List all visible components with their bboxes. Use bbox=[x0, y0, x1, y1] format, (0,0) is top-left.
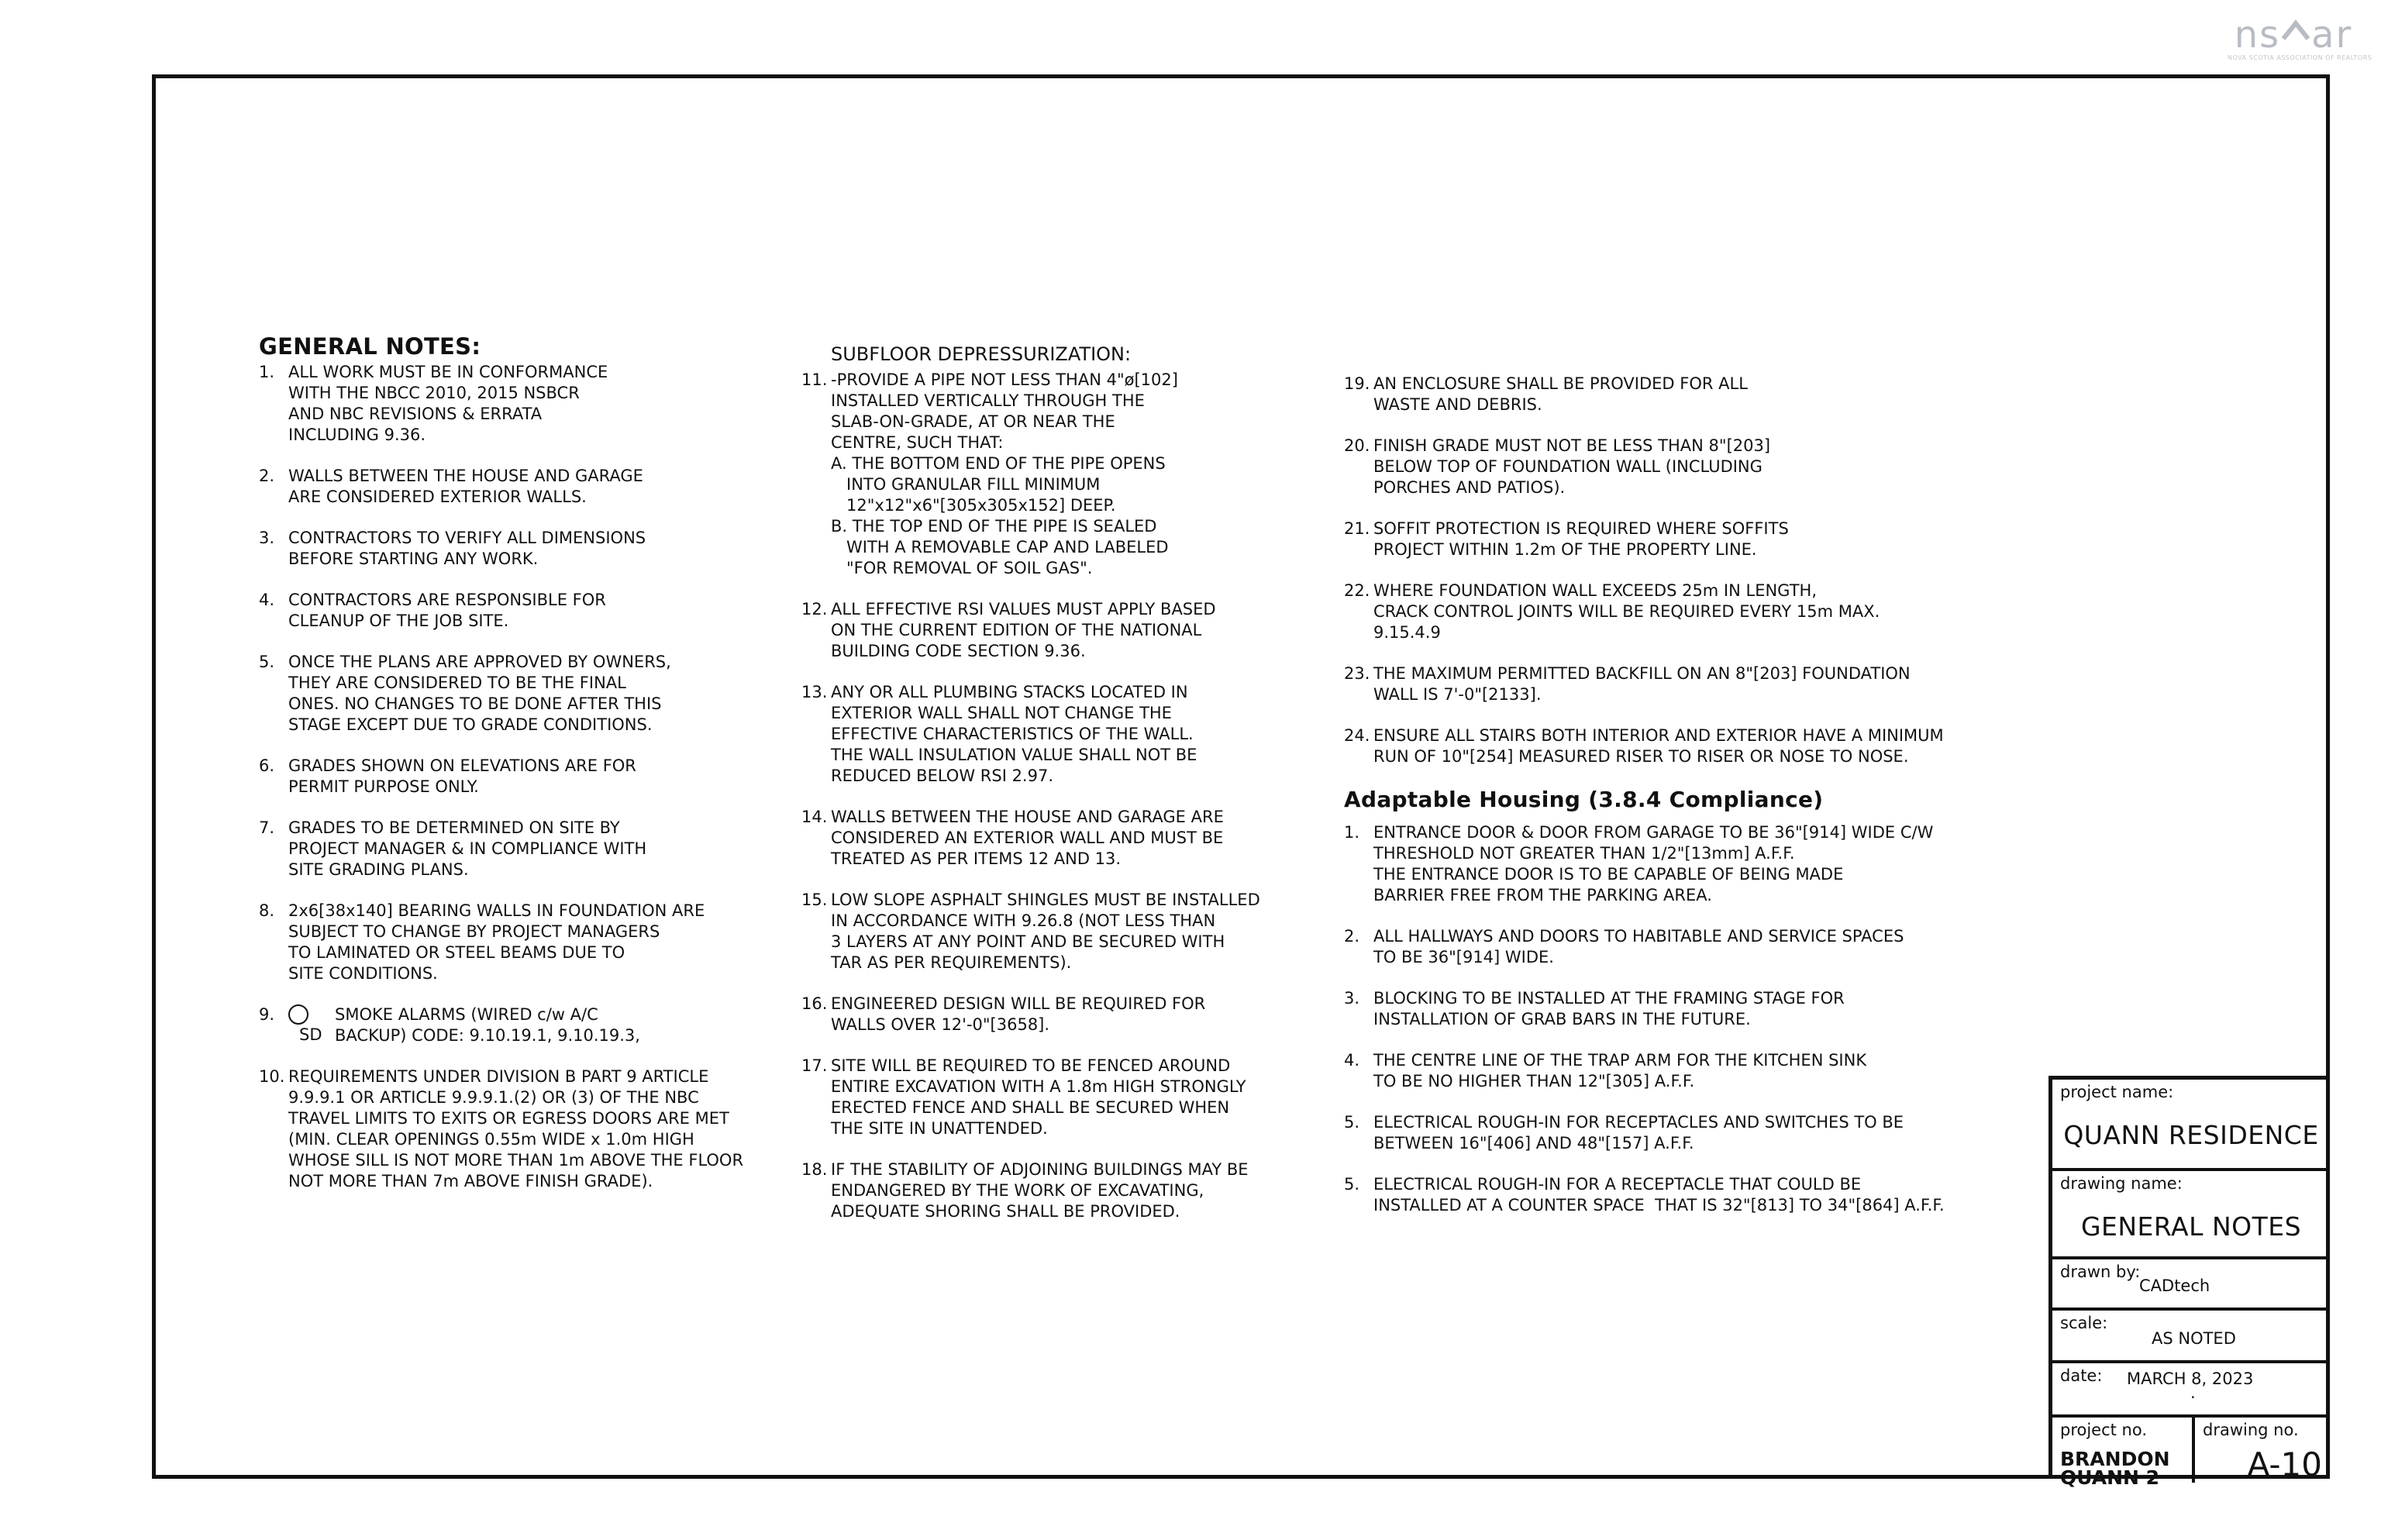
drawn-by-cell bbox=[2052, 1259, 2330, 1311]
note-text: WALLS BETWEEN THE HOUSE AND GARAGE ARE CONSIDERED AN EXTERIOR WALL AND MUST BE TREATED AS PER ITEMS 12 AND 13. bbox=[831, 808, 1224, 868]
note-text-line: BACKUP) CODE: 9.10.19.1, 9.10.19.3, bbox=[335, 1026, 640, 1045]
note-text: ELECTRICAL ROUGH-IN FOR RECEPTACLES AND SWITCHES TO BE BETWEEN 16"[406] AND 48"[157] A.F.F. bbox=[1373, 1113, 1904, 1152]
note-number: 20. bbox=[1344, 436, 1370, 455]
note-text: ELECTRICAL ROUGH-IN FOR A RECEPTACLE THAT COULD BE INSTALLED AT A COUNTER SPACE THAT IS 32"[813] TO 34"[864] A.F.F. bbox=[1373, 1175, 1945, 1214]
note-text: BLOCKING TO BE INSTALLED AT THE FRAMING STAGE FOR INSTALLATION OF GRAB BARS IN THE FUTURE. bbox=[1373, 989, 1845, 1028]
project-name: QUANN RESIDENCE bbox=[2063, 1120, 2319, 1150]
note-item bbox=[801, 599, 1260, 662]
note-text: ENSURE ALL STAIRS BOTH INTERIOR AND EXTERIOR HAVE A MINIMUM RUN OF 10"[254] MEASURED RISER TO RISER OR NOSE TO NOSE. bbox=[1373, 726, 1944, 766]
note-number: 4. bbox=[259, 591, 275, 609]
note-item bbox=[1344, 926, 1945, 968]
note-item bbox=[259, 528, 743, 570]
note-text: SOFFIT PROTECTION IS REQUIRED WHERE SOFFITS PROJECT WITHIN 1.2m OF THE PROPERTY LINE. bbox=[1373, 519, 1789, 559]
adaptable-housing-heading: Adaptable Housing (3.8.4 Compliance) bbox=[1344, 787, 1824, 812]
note-number: 16. bbox=[801, 994, 828, 1013]
note-item bbox=[1344, 663, 1945, 705]
note-number: 2. bbox=[259, 467, 275, 485]
note-item bbox=[1344, 581, 1945, 643]
smoke-detector-icon bbox=[288, 1004, 308, 1025]
logo-subtitle: NOVA SCOTIA ASSOCIATION OF REALTORS bbox=[2228, 54, 2372, 61]
note-item bbox=[1344, 374, 1945, 415]
note-item bbox=[259, 756, 743, 798]
note-text: SITE WILL BE REQUIRED TO BE FENCED AROUND ENTIRE EXCAVATION WITH A 1.8m HIGH STRONGLY ERECTED FENCE AND SHALL BE SECURED WHEN THE SITE IN UNATTENDED. bbox=[831, 1056, 1246, 1138]
note-text: ANY OR ALL PLUMBING STACKS LOCATED IN EXTERIOR WALL SHALL NOT CHANGE THE EFFECTIVE CHARACTERISTICS OF THE WALL. THE WALL INSULATION VALUE SHALL NOT BE REDUCED BELOW RSI 2.97. bbox=[831, 683, 1197, 785]
project-no bbox=[2060, 1450, 2170, 1487]
scale-value: AS NOTED bbox=[2152, 1329, 2236, 1348]
general-notes-list bbox=[259, 362, 743, 1192]
note-item bbox=[259, 466, 743, 508]
note-text: WALLS BETWEEN THE HOUSE AND GARAGE ARE CONSIDERED EXTERIOR WALLS. bbox=[288, 467, 643, 506]
note-number: 1. bbox=[259, 363, 275, 381]
subfloor-notes-column bbox=[801, 344, 1260, 1242]
note-number: 3. bbox=[259, 529, 275, 547]
note-item bbox=[801, 890, 1260, 973]
note-item bbox=[259, 590, 743, 632]
note-number: 10. bbox=[259, 1067, 285, 1086]
nsar-logo bbox=[2228, 13, 2372, 61]
note-text: ALL EFFECTIVE RSI VALUES MUST APPLY BASED ON THE CURRENT EDITION OF THE NATIONAL BUILDING CODE SECTION 9.36. bbox=[831, 600, 1216, 660]
note-item bbox=[1344, 1050, 1945, 1092]
note-text: REQUIREMENTS UNDER DIVISION B PART 9 ARTICLE 9.9.9.1 OR ARTICLE 9.9.9.1.(2) OR (3) OF THE NBC TRAVEL LIMITS TO EXITS OR EGRESS DOORS ARE MET (MIN. CLEAR OPENINGS 0.55m WIDE x 1.0m HIGH WHOSE SILL IS NOT MORE THAN 1m ABOVE THE FLOOR NOT MORE THAN 7m ABOVE FINISH GRADE). bbox=[288, 1067, 744, 1190]
note-item bbox=[259, 652, 743, 736]
note-text: ALL WORK MUST BE IN CONFORMANCE WITH THE NBCC 2010, 2015 NSBCR AND NBC REVISIONS & ERRATA INCLUDING 9.36. bbox=[288, 363, 608, 444]
note-number: 3. bbox=[1344, 989, 1360, 1008]
note-item bbox=[259, 818, 743, 880]
note-text: ONCE THE PLANS ARE APPROVED BY OWNERS, THEY ARE CONSIDERED TO BE THE FINAL ONES. NO CHANGES TO BE DONE AFTER THIS STAGE EXCEPT DUE TO GRADE CONDITIONS. bbox=[288, 653, 671, 734]
note-text: WHERE FOUNDATION WALL EXCEEDS 25m IN LENGTH, CRACK CONTROL JOINTS WILL BE REQUIRED EVERY 15m MAX. 9.15.4.9 bbox=[1373, 581, 1880, 642]
project-no-line: BRANDON bbox=[2060, 1448, 2170, 1470]
note-text: THE MAXIMUM PERMITTED BACKFILL ON AN 8"[203] FOUNDATION WALL IS 7'-0"[2133]. bbox=[1373, 664, 1911, 704]
note-number: 17. bbox=[801, 1056, 828, 1075]
drawing-name-cell bbox=[2052, 1171, 2330, 1259]
note-item bbox=[801, 1056, 1260, 1139]
note-text: THE CENTRE LINE OF THE TRAP ARM FOR THE KITCHEN SINK TO BE NO HIGHER THAN 12"[305] A.F.F. bbox=[1373, 1051, 1867, 1090]
date-mark: . bbox=[2190, 1383, 2196, 1402]
note-text: ALL HALLWAYS AND DOORS TO HABITABLE AND SERVICE SPACES TO BE 36"[914] WIDE. bbox=[1373, 927, 1904, 966]
note-number: 18. bbox=[801, 1160, 828, 1179]
note-number: 1. bbox=[1344, 823, 1360, 842]
scale-label: scale: bbox=[2060, 1314, 2108, 1332]
drawing-no-label: drawing no. bbox=[2203, 1421, 2299, 1439]
subfloor-heading: SUBFLOOR DEPRESSURIZATION: bbox=[831, 343, 1132, 365]
project-no-line: QUANN 2 bbox=[2060, 1466, 2160, 1489]
drawing-no: A-10 bbox=[2247, 1445, 2322, 1483]
note-number: 5. bbox=[1344, 1175, 1360, 1194]
drawing-name: GENERAL NOTES bbox=[2080, 1211, 2302, 1242]
date-cell bbox=[2052, 1363, 2330, 1418]
note-item bbox=[259, 901, 743, 984]
note-number: 5. bbox=[1344, 1113, 1360, 1132]
note-number: 9. bbox=[259, 1005, 275, 1024]
title-block bbox=[2048, 1076, 2330, 1489]
note-item bbox=[801, 370, 1260, 579]
logo-text-start: ns bbox=[2234, 13, 2281, 57]
note-item bbox=[801, 994, 1260, 1035]
project-name-cell bbox=[2052, 1080, 2330, 1171]
note-item bbox=[1344, 1112, 1945, 1154]
note-number: 24. bbox=[1344, 726, 1370, 745]
note-text-line: SMOKE ALARMS (WIRED c/w A/C bbox=[335, 1005, 598, 1024]
note-number: 22. bbox=[1344, 581, 1370, 600]
general-notes-column bbox=[259, 333, 744, 1212]
note-number: 12. bbox=[801, 600, 828, 618]
date-value: MARCH 8, 2023 bbox=[2127, 1369, 2254, 1388]
note-item bbox=[801, 682, 1260, 787]
note-item-smoke-alarm bbox=[259, 1004, 743, 1046]
note-text bbox=[335, 1004, 640, 1046]
note-item bbox=[1344, 988, 1945, 1030]
numbers-cell bbox=[2052, 1418, 2330, 1489]
note-number: 7. bbox=[259, 818, 275, 837]
note-item bbox=[801, 1159, 1260, 1222]
note-item bbox=[1344, 436, 1945, 498]
scale-cell bbox=[2052, 1311, 2330, 1363]
drawing-name-label: drawing name: bbox=[2060, 1174, 2183, 1193]
note-number: 15. bbox=[801, 891, 828, 909]
general-notes-heading: GENERAL NOTES: bbox=[259, 333, 481, 360]
note-text: IF THE STABILITY OF ADJOINING BUILDINGS MAY BE ENDANGERED BY THE WORK OF EXCAVATING, ADEQUATE SHORING SHALL BE PROVIDED. bbox=[831, 1160, 1249, 1221]
note-number: 14. bbox=[801, 808, 828, 826]
note-number: 6. bbox=[259, 756, 275, 775]
note-text: CONTRACTORS ARE RESPONSIBLE FOR CLEANUP OF THE JOB SITE. bbox=[288, 591, 606, 630]
note-number: 8. bbox=[259, 901, 275, 920]
note-text: -PROVIDE A PIPE NOT LESS THAN 4"ø[102] INSTALLED VERTICALLY THROUGH THE SLAB-ON-GRADE, AT OR NEAR THE CENTRE, SUCH THAT: A. THE BOTTOM END OF THE PIPE OPENS INTO GRANULAR FILL MINIMUM 12"x12"x6"[305x305x152] DEEP. B. THE TOP END OF THE PIPE IS SEALED WITH A REMOVABLE CAP AND LABELED "FOR REMOVAL OF SOIL GAS". bbox=[831, 370, 1178, 577]
note-number: 4. bbox=[1344, 1051, 1360, 1070]
note-item bbox=[259, 1066, 743, 1192]
note-text: LOW SLOPE ASPHALT SHINGLES MUST BE INSTALLED IN ACCORDANCE WITH 9.26.8 (NOT LESS THAN 3 LAYERS AT ANY POINT AND BE SECURED WITH TAR AS PER REQUIREMENTS). bbox=[831, 891, 1260, 972]
note-text: FINISH GRADE MUST NOT BE LESS THAN 8"[203] BELOW TOP OF FOUNDATION WALL (INCLUDING PORCHES AND PATIOS). bbox=[1373, 436, 1771, 497]
drawn-by-value: CADtech bbox=[2139, 1276, 2210, 1295]
house-roof-icon bbox=[2280, 16, 2311, 50]
note-text: GRADES TO BE DETERMINED ON SITE BY PROJECT MANAGER & IN COMPLIANCE WITH SITE GRADING PLANS. bbox=[288, 818, 647, 879]
note-text: ENGINEERED DESIGN WILL BE REQUIRED FOR WALLS OVER 12'-0"[3658]. bbox=[831, 994, 1206, 1034]
drawn-by-label: drawn by: bbox=[2060, 1263, 2141, 1281]
title-block-divider bbox=[2192, 1418, 2195, 1483]
note-item bbox=[1344, 1174, 1945, 1216]
logo-text-end: ar bbox=[2311, 13, 2353, 57]
note-number: 11. bbox=[801, 370, 828, 389]
note-text: AN ENCLOSURE SHALL BE PROVIDED FOR ALL WASTE AND DEBRIS. bbox=[1373, 374, 1748, 414]
note-number: 23. bbox=[1344, 664, 1370, 683]
date-label: date: bbox=[2060, 1366, 2103, 1385]
project-no-label: project no. bbox=[2060, 1421, 2148, 1439]
note-item bbox=[801, 807, 1260, 870]
note-text: GRADES SHOWN ON ELEVATIONS ARE FOR PERMIT PURPOSE ONLY. bbox=[288, 756, 636, 796]
note-item bbox=[1344, 519, 1945, 560]
note-item bbox=[1344, 725, 1945, 767]
smoke-detector-symbol bbox=[288, 1004, 335, 1046]
note-text: 2x6[38x140] BEARING WALLS IN FOUNDATION ARE SUBJECT TO CHANGE BY PROJECT MANAGERS TO LAMINATED OR STEEL BEAMS DUE TO SITE CONDITIONS. bbox=[288, 901, 705, 983]
note-item bbox=[259, 362, 743, 446]
note-text: CONTRACTORS TO VERIFY ALL DIMENSIONS BEFORE STARTING ANY WORK. bbox=[288, 529, 646, 568]
note-number: 5. bbox=[259, 653, 275, 671]
note-number: 21. bbox=[1344, 519, 1370, 538]
smoke-detector-label: SD bbox=[299, 1025, 322, 1044]
note-text: ENTRANCE DOOR & DOOR FROM GARAGE TO BE 36"[914] WIDE C/W THRESHOLD NOT GREATER THAN 1/2"[13mm] A.F.F. THE ENTRANCE DOOR IS TO BE CAPABLE OF BEING MADE BARRIER FREE FROM THE PARKING AREA. bbox=[1373, 823, 1934, 904]
note-item bbox=[1344, 822, 1945, 906]
logo-mark bbox=[2228, 13, 2359, 57]
project-name-label: project name: bbox=[2060, 1083, 2174, 1101]
note-number: 19. bbox=[1344, 374, 1370, 393]
note-number: 13. bbox=[801, 683, 828, 701]
note-number: 2. bbox=[1344, 927, 1360, 946]
site-notes-column bbox=[1344, 374, 1945, 1236]
